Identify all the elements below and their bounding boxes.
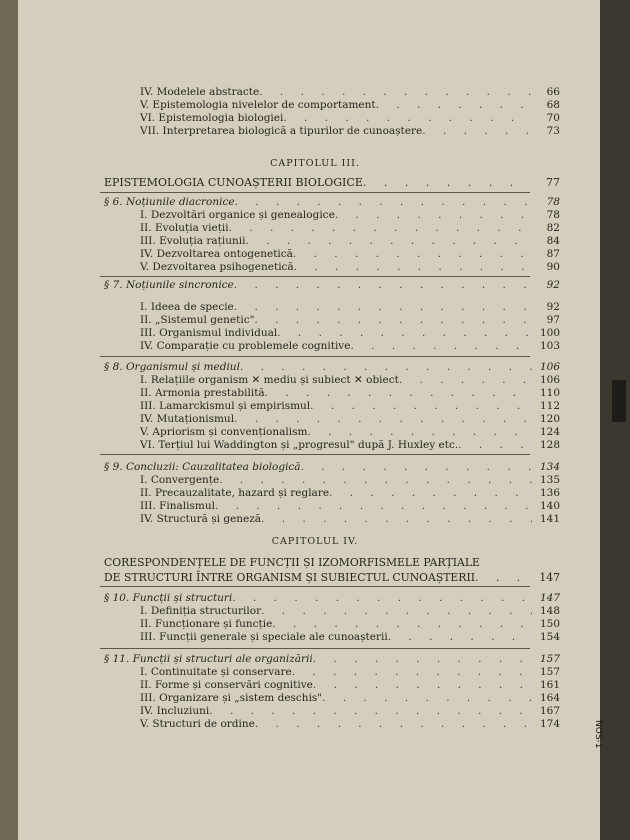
- toc-entry: II. Precauzalitate, hazard și reglare . . . 136: [140, 487, 560, 500]
- toc-entry: III. Evoluția rațiunii . . . 84: [140, 235, 560, 248]
- toc-entry: I. Dezvoltări organice și genealogice . . . 78: [140, 209, 560, 222]
- toc-entry: V. Structuri de ordine . . . 174: [140, 718, 560, 731]
- toc-entry: IV. Modelele abstracte . . . 66: [140, 86, 560, 99]
- section-rule: [100, 648, 530, 649]
- section-rule: [100, 454, 530, 455]
- section-entry: § 9. Concluzii: Cauzalitatea biologică . . . 134: [104, 461, 560, 474]
- section-entry: § 7. Noțiunile sincronice . . . 92: [104, 279, 560, 292]
- toc-entry: II. Funcționare și funcție . . . 150: [140, 618, 560, 631]
- toc-entry: I. Definiția structurilor . . . 148: [140, 605, 560, 618]
- toc-entry: IV. Incluziuni . . . 167: [140, 705, 560, 718]
- toc-entry: I. Continuitate și conservare . . . 157: [140, 666, 560, 679]
- toc-entry: VI. Terțiul lui Waddington și „progresul" după J. Huxley etc. . . . 128: [140, 439, 560, 452]
- toc-entry: VII. Interpretarea biologică a tipurilor de cunoaștere . . . 73: [140, 125, 560, 138]
- toc-entry: II. Forme și conservări cognitive . . . 161: [140, 679, 560, 692]
- toc-entry: III. Lamarckismul și empirismul . . . 112: [140, 400, 560, 413]
- section-entry: § 11. Funcții și structuri ale organizării . . . 157: [104, 653, 560, 666]
- section-rule: [100, 276, 530, 277]
- spine-code: NOS-1: [593, 720, 603, 749]
- section-rule: [100, 356, 530, 357]
- toc-entry: II. Armonia prestabilită . . . 110: [140, 387, 560, 400]
- toc-entry: III. Funcții generale și speciale ale cunoașterii . . . 154: [140, 631, 560, 644]
- chapter-heading: CAPITOLUL IV.: [271, 536, 359, 547]
- section-entry: § 10. Funcții și structuri . . . 147: [104, 592, 560, 605]
- chapter-heading: CAPITOLUL III.: [270, 158, 360, 169]
- toc-entry: III. Organismul individual . . . 100: [140, 327, 560, 340]
- toc-entry: VI. Epistemologia biologiei . . . 70: [140, 112, 560, 125]
- section-rule: [100, 192, 530, 193]
- toc-entry: I. Ideea de specie . . . 92: [140, 301, 560, 314]
- toc-entry: I. Relațiile organism ✕ mediu și subiect ✕ obiect . . . 106: [140, 374, 560, 387]
- chapter-title: CORESPONDENȚELE DE FUNCȚII ȘI IZOMORFISMELE PARȚIALE: [104, 556, 480, 569]
- spine-mark: [612, 380, 626, 422]
- toc-entry: II. „Sistemul genetic" . . . 97: [140, 314, 560, 327]
- toc-entry: V. Apriorism și convenționalism . . . 124: [140, 426, 560, 439]
- toc-entry: III. Organizare și „sistem deschis" . . . 164: [140, 692, 560, 705]
- toc-entry: III. Finalismul . . . 140: [140, 500, 560, 513]
- toc-entry: IV. Comparație cu problemele cognitive . . . 103: [140, 340, 560, 353]
- chapter-title: EPISTEMOLOGIA CUNOAȘTERII BIOLOGICE . . . 77: [104, 176, 560, 189]
- chapter-title: DE STRUCTURI ÎNTRE ORGANISM ȘI SUBIECTUL CUNOAȘTERII . . . 147: [104, 571, 560, 584]
- toc-entry: V. Dezvoltarea psihogenetică . . . 90: [140, 261, 560, 274]
- toc-entry: II. Evoluția vieții . . . 82: [140, 222, 560, 235]
- section-entry: § 8. Organismul și mediul . . . 106: [104, 361, 560, 374]
- section-entry: § 6. Noțiunile diacronice . . . 78: [104, 196, 560, 209]
- toc-entry: IV. Mutaționismul . . . 120: [140, 413, 560, 426]
- toc-entry: IV. Dezvoltarea ontogenetică . . . 87: [140, 248, 560, 261]
- section-rule: [100, 586, 530, 587]
- toc-entry: I. Convergențe . . . 135: [140, 474, 560, 487]
- toc-entry: V. Epistemologia nivelelor de comportament . . . 68: [140, 99, 560, 112]
- toc-entry: IV. Structură și geneză . . . 141: [140, 513, 560, 526]
